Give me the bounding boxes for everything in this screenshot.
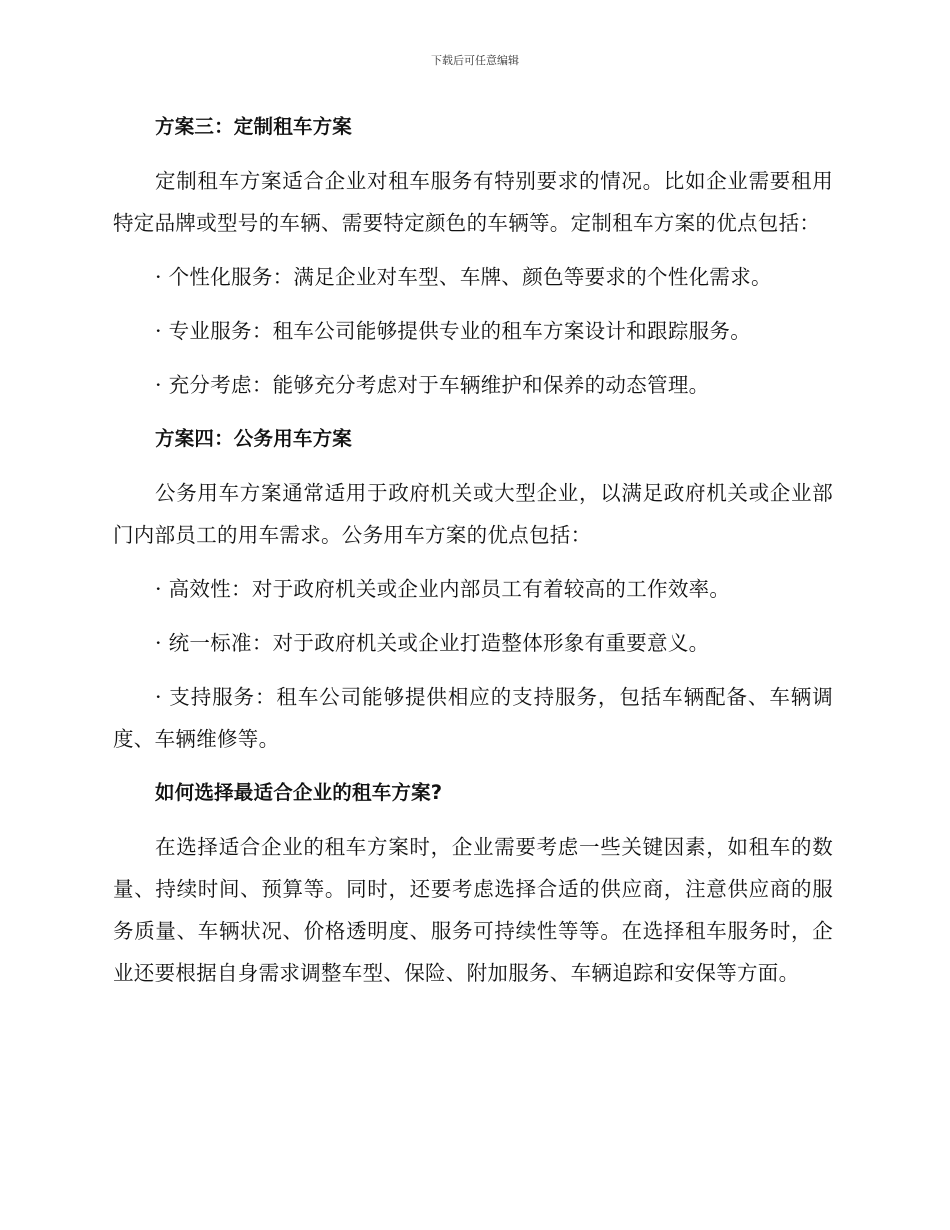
section-paragraph-plan-3: 定制租车方案适合企业对租车服务有特别要求的情况。比如企业需要租用特定品牌或型号的车辆、需要特定颜色的车辆等。定制租车方案的优点包括： [113,169,833,235]
section-heading-plan-4: 方案四：公务用车方案 [155,427,353,450]
section-heading-plan-3: 方案三：定制租车方案 [155,115,353,138]
page-header: 下载后可任意编辑 [431,54,519,67]
bullet-item: · 专业服务：租车公司能够提供专业的租车方案设计和跟踪服务。 [155,319,752,343]
bullet-item: · 充分考虑：能够充分考虑对于车辆维护和保养的动态管理。 [155,373,710,397]
bullet-item: · 高效性：对于政府机关或企业内部员工有着较高的工作效率。 [155,577,731,601]
section-paragraph-how-to-choose: 在选择适合企业的租车方案时，企业需要考虑一些关键因素，如租车的数量、持续时间、预算等。同时，还要考虑选择合适的供应商，注意供应商的服务质量、车辆状况、价格透明度、服务可持续性等等。在选择租车服务时，企业还要根据自身需求调整车型、保险、附加服务、车辆追踪和安保等方面。 [113,835,833,985]
section-paragraph-plan-4: 公务用车方案通常适用于政府机关或大型企业，以满足政府机关或企业部门内部员工的用车需求。公务用车方案的优点包括： [113,481,833,547]
bullet-item: · 支持服务：租车公司能够提供相应的支持服务，包括车辆配备、车辆调度、车辆维修等。 [113,685,833,751]
document-body [113,106,833,1006]
bullet-item: · 统一标准：对于政府机关或企业打造整体形象有重要意义。 [155,631,710,655]
section-heading-how-to-choose: 如何选择最适合企业的租车方案? [155,781,443,804]
bullet-item: · 个性化服务：满足企业对车型、车牌、颜色等要求的个性化需求。 [155,265,772,289]
